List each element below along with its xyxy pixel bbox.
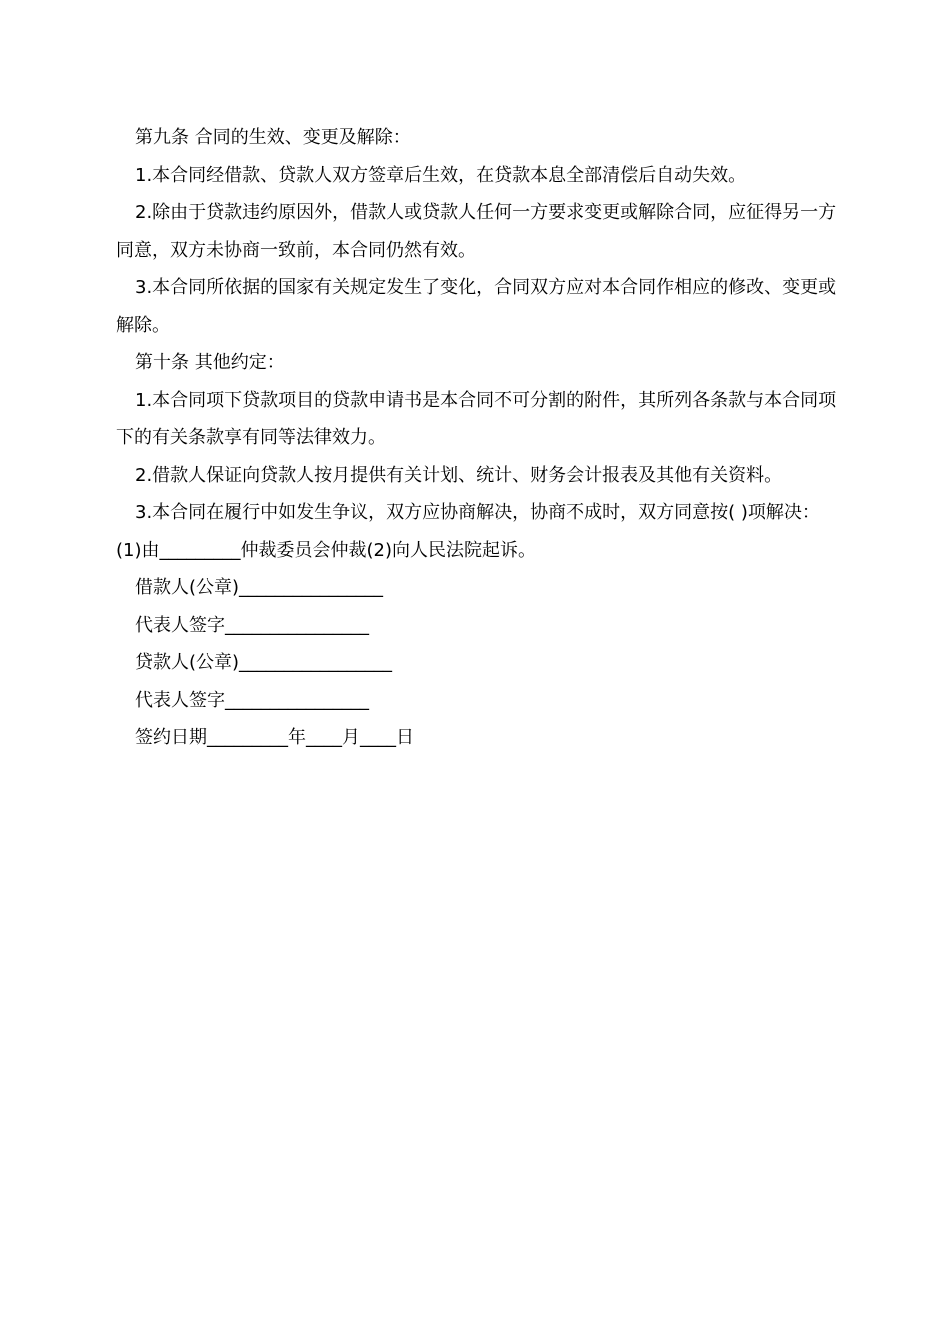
article-10-clause-1: 1.本合同项下贷款项目的贷款申请书是本合同不可分割的附件，其所列各条款与本合同项下的有关条款享有同等法律效力。 xyxy=(116,389,837,448)
borrower-seal-line: 借款人(公章)________________ xyxy=(135,577,384,598)
article-9-clause-1: 1.本合同经借款、贷款人双方签章后生效，在贷款本息全部清偿后自动失效。 xyxy=(135,164,747,186)
article-9-clause-3: 3.本合同所依据的国家有关规定发生了变化，合同双方应对本合同作相应的修改、变更或解除。 xyxy=(116,277,837,336)
article-10-clause-2: 2.借款人保证向贷款人按月提供有关计划、统计、财务会计报表及其他有关资料。 xyxy=(135,464,783,486)
article-10-clause-3: 3.本合同在履行中如发生争议，双方应协商解决，协商不成时，双方同意按( )项解决：(1)由_________仲裁委员会仲裁(2)向人民法院起诉。 xyxy=(116,502,820,561)
signing-date-line: 签约日期_________年____月____日 xyxy=(135,727,414,748)
document-page xyxy=(116,119,838,757)
article-10-heading: 第十条 其他约定： xyxy=(135,352,285,373)
lender-representative-signature-line: 代表人签字________________ xyxy=(135,689,369,711)
lender-seal-line: 贷款人(公章)_________________ xyxy=(135,652,393,673)
article-9-clause-2: 2.除由于贷款违约原因外，借款人或贷款人任何一方要求变更或解除合同，应征得另一方同意，双方未协商一致前，本合同仍然有效。 xyxy=(116,202,837,261)
article-9-heading: 第九条 合同的生效、变更及解除： xyxy=(135,127,411,148)
borrower-representative-signature-line: 代表人签字________________ xyxy=(135,614,369,636)
